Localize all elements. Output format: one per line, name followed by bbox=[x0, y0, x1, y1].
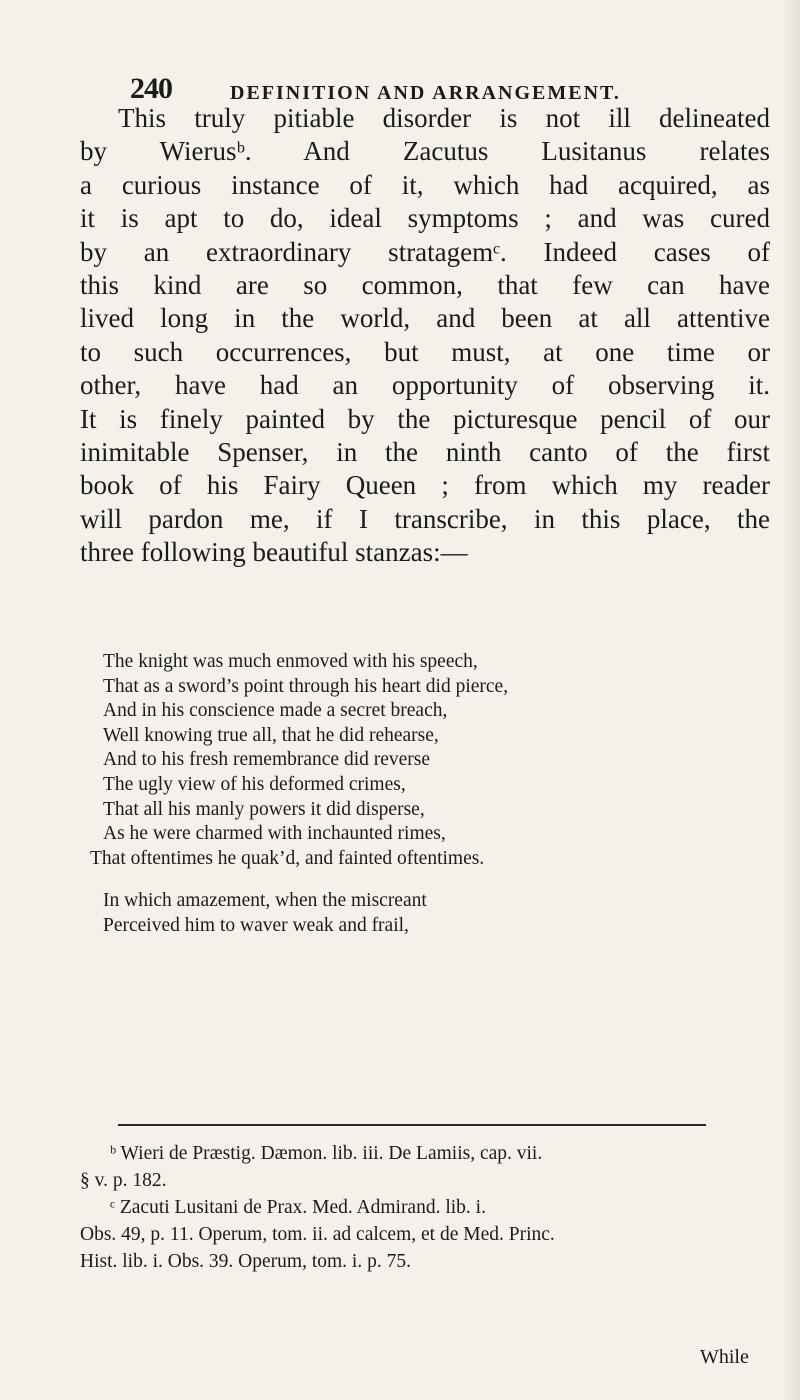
verse-line: As he were charmed with inchaunted rimes, bbox=[103, 823, 446, 845]
running-head: DEFINITION AND ARRANGEMENT. bbox=[230, 82, 621, 104]
text-line: this kind are so common, that few can have bbox=[80, 270, 770, 301]
footnote-line: Hist. lib. i. Obs. 39. Operum, tom. i. p. 75. bbox=[80, 1251, 411, 1272]
verse-quotation bbox=[80, 650, 770, 957]
text-line: It is finely painted by the picturesque pencil of our bbox=[80, 403, 770, 434]
page-edge-shadow bbox=[782, 0, 800, 1400]
verse-line: The knight was much enmoved with his speech, bbox=[103, 651, 478, 672]
text-line: three following beautiful stanzas:— bbox=[80, 537, 468, 568]
text-line: lived long in the world, and been at all attentive bbox=[80, 303, 770, 334]
footnote-line: § v. p. 182. bbox=[80, 1170, 167, 1191]
verse-line: And to his fresh remembrance did reverse bbox=[103, 749, 431, 771]
verse-line: Perceived him to waver weak and frail, bbox=[103, 914, 409, 936]
footnote-rule bbox=[118, 1124, 706, 1126]
text-line: inimitable Spenser, in the ninth canto of the first bbox=[80, 437, 770, 468]
text-line: it is apt to do, ideal symptoms ; and was cured bbox=[80, 203, 770, 234]
text-line: This truly pitiable disorder is not ill delineated bbox=[118, 103, 770, 133]
stanza bbox=[80, 889, 770, 938]
text-line: to such occurrences, but must, at one time or bbox=[80, 336, 770, 367]
footnotes bbox=[80, 1140, 770, 1275]
catchword: While bbox=[700, 1346, 749, 1368]
footnote-line: Obs. 49, p. 11. Operum, tom. ii. ad calcem, et de Med. Princ. bbox=[80, 1224, 555, 1245]
verse-line: The ugly view of his deformed crimes, bbox=[103, 773, 406, 795]
page-number: 240 bbox=[130, 72, 172, 105]
text-line: a curious instance of it, which had acquired, as bbox=[80, 169, 770, 200]
verse-line: And in his conscience made a secret breach, bbox=[103, 700, 448, 722]
verse-line: That as a sword’s point through his heart did pierce, bbox=[103, 675, 509, 697]
text-line: by an extraordinary stratagemᶜ. Indeed cases of bbox=[80, 236, 770, 267]
text-line: book of his Fairy Queen ; from which my reader bbox=[80, 470, 770, 501]
verse-line: That all his manly powers it did disperse, bbox=[103, 798, 425, 820]
verse-line: Well knowing true all, that he did rehearse, bbox=[103, 724, 439, 746]
stanza bbox=[80, 650, 770, 871]
footnote-line: ᵇ Wieri de Præstig. Dæmon. lib. iii. De Lamiis, cap. vii. bbox=[110, 1143, 543, 1164]
text-line: other, have had an opportunity of observing it. bbox=[80, 370, 770, 401]
paragraph bbox=[80, 102, 770, 570]
text-line: will pardon me, if I transcribe, in this place, the bbox=[80, 503, 770, 534]
verse-line: In which amazement, when the miscreant bbox=[103, 890, 427, 912]
footnote-line: ᶜ Zacuti Lusitani de Prax. Med. Admirand. lib. i. bbox=[110, 1197, 486, 1218]
text-line: by Wierusᵇ. And Zacutus Lusitanus relates bbox=[80, 136, 770, 167]
main-text bbox=[80, 102, 770, 570]
verse-line: That oftentimes he quak’d, and fainted oftentimes. bbox=[90, 847, 485, 869]
